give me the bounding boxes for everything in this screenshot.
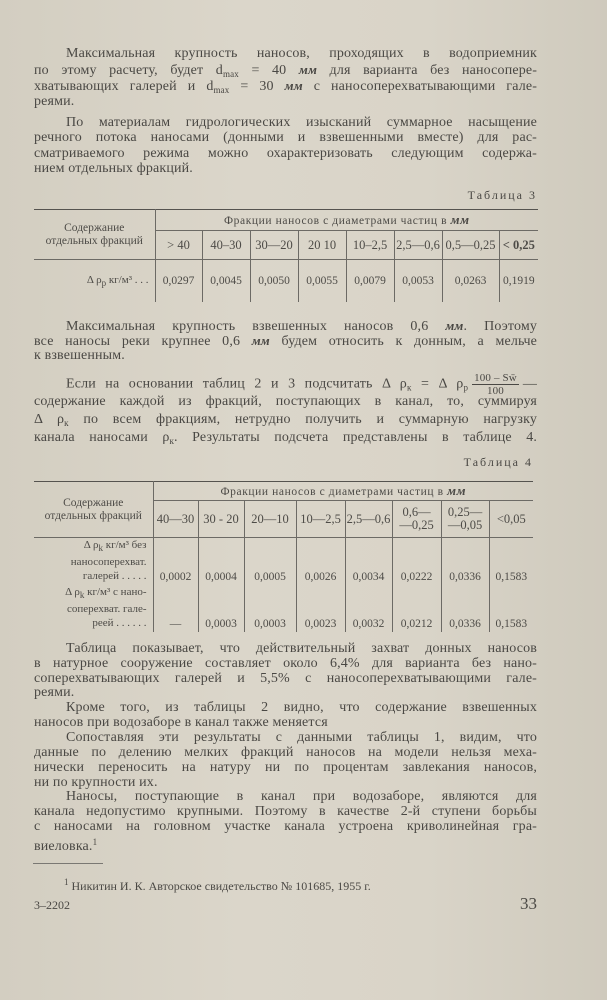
text-line: канала недопустимо крупными. Поэтому в качестве 2-й ступени борьбы xyxy=(34,804,537,819)
text-run: по этому расчету, будет d xyxy=(34,63,223,78)
text-line xyxy=(34,834,537,854)
column-header: 20—10 xyxy=(244,501,296,538)
column-header: 10—2,5 xyxy=(296,501,345,538)
table-cell: 0,0053 xyxy=(394,260,442,302)
column-header: 20 10 xyxy=(298,231,346,260)
footnote-divider xyxy=(33,863,103,864)
footnote-marker: 1 xyxy=(92,837,98,847)
table-cell: 0,1583 xyxy=(489,585,533,632)
text-line: реями. xyxy=(34,685,75,700)
column-header: 40–30 xyxy=(202,231,250,260)
subscript: р xyxy=(463,382,469,393)
column-header: 30 - 20 xyxy=(198,501,244,538)
table-row xyxy=(34,538,533,586)
table-cell: — xyxy=(153,585,198,632)
table-4 xyxy=(34,481,533,632)
column-header: <0,05 xyxy=(489,501,533,538)
text-run: Δ ρ xyxy=(65,586,80,598)
table-cell: 0,0023 xyxy=(296,585,345,632)
text-line: Сопоставляя эти результаты с данными таблицы 1, видим, что xyxy=(66,730,537,745)
group-header xyxy=(155,210,538,231)
subscript: k xyxy=(98,543,104,553)
column-header: 10–2,5 xyxy=(346,231,394,260)
text-run: кг/м³ с нано- соперехват. гале- реей . . . . . . xyxy=(66,586,147,629)
table-cell: 0,0263 xyxy=(442,260,499,302)
group-header xyxy=(153,482,533,501)
text-run: . Результаты подсчета представлены в таблице 4. xyxy=(174,430,537,445)
text-line xyxy=(34,78,537,94)
column-header: 40—30 xyxy=(153,501,198,538)
text-line: с наносами на головном участке канала устроена криволинейная гра- xyxy=(34,819,537,834)
text-run: Никитин И. К. Авторское свидетельство № 101685, 1955 г. xyxy=(68,879,371,893)
table-cell: 0,0004 xyxy=(198,538,244,586)
text-run: Если на основании таблиц 2 и 3 подсчитать Δ ρ xyxy=(66,376,407,392)
text-run: виеловка. xyxy=(34,839,93,854)
text-line: сматриваемого режима можно охарактеризовать следующим содержа- xyxy=(34,146,537,161)
text-run: кг/м³ . . . xyxy=(106,273,149,286)
table-cell: 0,0003 xyxy=(198,585,244,632)
column-header: 2,5—0,6 xyxy=(394,231,442,260)
text-line xyxy=(34,430,537,446)
text-line: в натурное сооружение составляет около 6,4% для варианта без нано- xyxy=(34,656,537,671)
formula-line xyxy=(66,372,538,397)
text-line: соперехватывающих галерей и 5,5% с наносоперехватывающими гале- xyxy=(34,671,537,686)
text-run: Δ ρ xyxy=(83,539,99,551)
text-run: Фракции наносов с диаметрами частиц в xyxy=(224,215,451,227)
text-line: к взвешенным. xyxy=(34,348,125,363)
fraction-denominator: 100 xyxy=(487,385,504,397)
text-line: данные по делению мелких фракций наносов на модели нельзя меха- xyxy=(34,745,537,760)
table-row xyxy=(34,585,533,632)
row-label xyxy=(34,585,153,632)
text-run: будем относить к донным, а мельче xyxy=(269,334,538,349)
table-cell: 0,1919 xyxy=(499,260,538,302)
column-header: 30—20 xyxy=(250,231,298,260)
table-cell: 0,0212 xyxy=(392,585,441,632)
text-run: все наносы реки крупнее 0,6 xyxy=(34,334,252,349)
unit-text: мм xyxy=(251,333,270,348)
text-line xyxy=(34,412,537,428)
table-cell: 0,0336 xyxy=(441,538,489,586)
text-line: наносов при водозаборе в канал также меняется xyxy=(34,715,328,730)
page-number: 33 xyxy=(520,894,537,913)
text-run: . Поэтому xyxy=(463,319,537,334)
text-run: Максимальная крупность взвешенных наносов 0,6 xyxy=(66,319,446,334)
subscript: max xyxy=(213,85,230,95)
text-run: с наносоперехватывающими гале- xyxy=(302,79,538,94)
text-run: Δ ρ xyxy=(34,412,65,427)
footnote-marker: 1 xyxy=(64,877,69,887)
row-label xyxy=(34,538,153,586)
table-cell: 0,0297 xyxy=(155,260,202,302)
unit-text: мм xyxy=(447,483,467,498)
text-run: канала наносами ρ xyxy=(34,430,170,445)
table-cell: 0,0002 xyxy=(153,538,198,586)
table-cell: 0,0026 xyxy=(296,538,345,586)
table-cell: 0,0034 xyxy=(345,538,392,586)
printer-signature: 3–2202 xyxy=(34,898,70,912)
text-line: реями. xyxy=(34,94,75,109)
table-cell: 0,0055 xyxy=(298,260,346,302)
table-cell: 0,0045 xyxy=(202,260,250,302)
unit-text: мм xyxy=(445,318,464,333)
text-run: кг/м³ без наносоперехват. галерей . . . . . xyxy=(70,539,147,582)
table-cell: 0,0079 xyxy=(346,260,394,302)
text-run: = Δ ρ xyxy=(411,376,464,392)
row-label xyxy=(34,260,155,302)
text-line: нием отдельных фракций. xyxy=(34,161,193,176)
row-header-label: Содержание отдельных фракций xyxy=(34,482,153,538)
text-run: — xyxy=(522,376,538,392)
table-4-caption: Таблица 4 xyxy=(463,455,533,469)
column-header: 0,5—0,25 xyxy=(442,231,499,260)
table-cell: 0,0050 xyxy=(250,260,298,302)
text-line xyxy=(66,318,537,334)
subscript: max xyxy=(222,69,239,79)
text-run: = 40 xyxy=(238,63,299,78)
fraction-numerator: 100 – Sw̄ xyxy=(474,372,517,384)
text-run: = 30 xyxy=(229,79,285,94)
table-3 xyxy=(34,209,538,302)
unit-text: мм xyxy=(284,78,303,93)
text-line: По материалам гидрологических изысканий суммарное насыщение xyxy=(66,115,537,130)
text-line: Кроме того, из таблицы 2 видно, что содержание взвешенных xyxy=(66,700,537,715)
subscript: р xyxy=(101,277,107,288)
table-row xyxy=(34,260,538,302)
unit-text: мм xyxy=(298,62,318,77)
text-run: по всем фракциям, нетрудно получить и суммарную нагрузку xyxy=(68,412,537,427)
column-header: > 40 xyxy=(155,231,202,260)
subscript: k xyxy=(79,590,85,600)
table-cell: 0,0222 xyxy=(392,538,441,586)
text-run: Фракции наносов с диаметрами частиц в xyxy=(220,486,448,498)
column-header: 0,6— —0,25 xyxy=(392,501,441,538)
subscript: к xyxy=(406,382,412,393)
text-run: хватывающих галерей и d xyxy=(34,79,214,94)
column-header: < 0,25 xyxy=(499,231,538,260)
table-cell: 0,0032 xyxy=(345,585,392,632)
text-run: Δ ρ xyxy=(86,273,102,286)
text-line: ни по крупности их. xyxy=(34,775,158,790)
text-line xyxy=(34,333,537,349)
subscript: к xyxy=(64,418,69,428)
text-line: содержание каждой из фракций, поступающих в канал, то, суммируя xyxy=(34,394,537,409)
text-line xyxy=(34,62,537,78)
text-line: Таблица показывает, что действительный захват донных наносов xyxy=(66,641,537,656)
subscript: к xyxy=(169,436,175,446)
text-line: речного потока наносами (донными и взвешенными вместе) для рас- xyxy=(34,130,537,145)
table-cell: 0,0336 xyxy=(441,585,489,632)
footnote xyxy=(64,875,371,893)
table-cell: 0,0005 xyxy=(244,538,296,586)
text-line: Максимальная крупность наносов, проходящих в водоприемник xyxy=(66,46,537,61)
table-3-caption: Таблица 3 xyxy=(467,188,537,202)
text-run: для варианта без наносопере- xyxy=(317,63,538,78)
table-cell: 0,1583 xyxy=(489,538,533,586)
text-line: Наносы, поступающие в канал при водозаборе, являются для xyxy=(66,789,537,804)
text-line: нически переносить на натуру ни по процентам завлекания наносов, xyxy=(34,760,537,775)
column-header: 2,5—0,6 xyxy=(345,501,392,538)
row-header-label: Содержание отдельных фракций xyxy=(34,210,155,260)
table-cell: 0,0003 xyxy=(244,585,296,632)
unit-text: мм xyxy=(450,212,470,227)
column-header: 0,25— —0,05 xyxy=(441,501,489,538)
